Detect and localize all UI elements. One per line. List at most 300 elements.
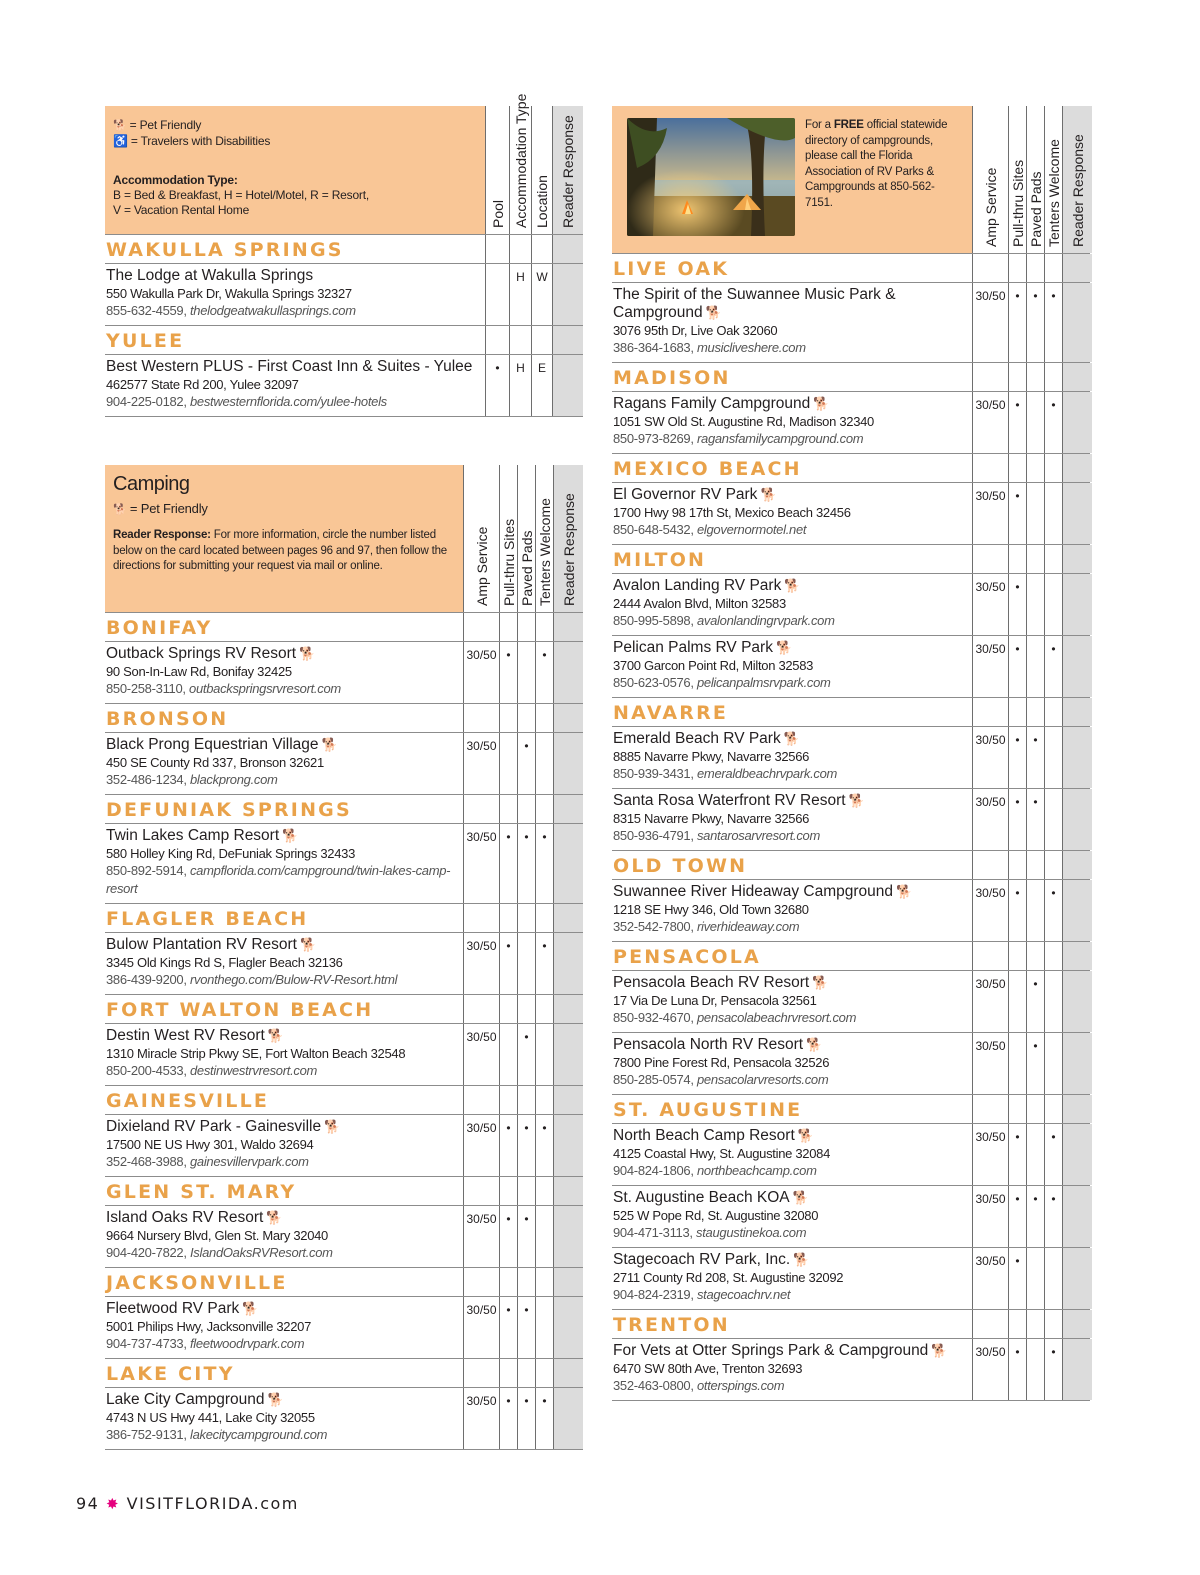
cell-amp-service: 30/50	[972, 1248, 1008, 1309]
dog-icon: 🐕	[113, 120, 127, 132]
listing-name-text: Pelican Palms RV Park	[613, 639, 773, 656]
column-header-location	[531, 106, 552, 234]
cell-tenters-welcome	[1044, 1033, 1062, 1094]
listing-phone: 904-737-4733,	[106, 1336, 187, 1351]
column-label: Reader Response	[1069, 134, 1086, 247]
pet-legend-label: = Pet Friendly	[129, 118, 202, 132]
cell-reader-response	[1062, 574, 1092, 635]
column-header-reader-response	[553, 465, 583, 612]
column-header-amp-service	[463, 465, 499, 612]
city-row	[612, 1094, 1090, 1123]
city-heading-mexico-beach: MEXICO BEACH	[613, 458, 802, 480]
listing-name-text: Twin Lakes Camp Resort	[106, 827, 280, 844]
cell-paved-pads: •	[1026, 1033, 1044, 1094]
column-header-paved-pads	[517, 465, 535, 612]
listing-name	[613, 486, 970, 504]
column-label: Paved Pads	[518, 530, 535, 606]
listing-phone: 850-258-3110,	[106, 681, 186, 696]
listing-contact	[106, 771, 461, 789]
city-cell	[612, 363, 972, 391]
listing-phone: 352-486-1234,	[106, 772, 187, 787]
listing-website-link[interactable]: bestwesternflorida.com/yulee-hotels	[189, 394, 387, 409]
cell-amp-service: 30/50	[463, 1388, 499, 1449]
empty-cell	[517, 995, 535, 1023]
city-row	[612, 697, 1090, 726]
column-header-tenters-welcome	[535, 465, 553, 612]
empty-cell	[463, 1268, 499, 1296]
listing-row	[612, 970, 1090, 1032]
cell-amp-service: 30/50	[972, 636, 1008, 697]
empty-cell	[1044, 545, 1062, 573]
empty-cell	[553, 995, 583, 1023]
city-row	[612, 850, 1090, 879]
empty-cell	[535, 613, 553, 641]
listing-website-link[interactable]: rvonthego.com/Bulow-RV-Resort.html	[189, 972, 398, 987]
listing-phone: 352-468-3988,	[106, 1154, 187, 1169]
listing-name	[613, 730, 970, 748]
listing-contact	[106, 1426, 461, 1444]
cell-amp-service: 30/50	[972, 392, 1008, 453]
city-cell	[612, 1310, 972, 1338]
listing-info	[612, 283, 972, 362]
empty-cell	[553, 1359, 583, 1387]
listing-name-text: North Beach Camp Resort	[613, 1127, 795, 1144]
empty-cell	[1062, 942, 1092, 970]
listing-name	[106, 1118, 461, 1136]
cell-reader-response	[553, 733, 583, 794]
cell-pull-thru-sites: •	[499, 1297, 517, 1358]
listing-row	[612, 1032, 1090, 1094]
listing-row	[612, 635, 1090, 697]
empty-cell	[517, 795, 535, 823]
listing-contact	[106, 1335, 461, 1353]
listing-phone: 855-632-4559,	[106, 303, 187, 318]
city-cell	[612, 698, 972, 726]
empty-cell	[1044, 942, 1062, 970]
cell-pull-thru-sites	[1008, 1033, 1026, 1094]
city-row	[105, 994, 583, 1023]
cell-amp-service: 30/50	[463, 1115, 499, 1176]
listing-phone: 904-824-1806,	[613, 1163, 694, 1178]
listing-website-link[interactable]: pensacolabeachrvresort.com	[696, 1010, 857, 1025]
listing-name-text: Dixieland RV Park - Gainesville	[106, 1118, 322, 1135]
listing-contact	[613, 1009, 970, 1027]
listing-name-text: Lake City Campground	[106, 1391, 265, 1408]
dog-icon: 🐕	[266, 1210, 283, 1225]
empty-cell	[517, 1359, 535, 1387]
empty-cell	[499, 1177, 517, 1205]
empty-cell	[1044, 851, 1062, 879]
empty-cell	[499, 704, 517, 732]
dog-icon: 🐕	[299, 937, 317, 952]
listing-website-link[interactable]: riverhideaway.com	[696, 919, 800, 934]
camping-header	[105, 465, 583, 612]
city-cell	[105, 1268, 463, 1296]
cell-pool	[485, 264, 509, 325]
empty-cell	[517, 704, 535, 732]
city-cell	[612, 1095, 972, 1123]
dog-icon: 🐕	[792, 1190, 809, 1205]
listing-name-text: Ragans Family Campground	[613, 395, 811, 412]
listing-name-text: Fleetwood RV Park	[106, 1300, 240, 1317]
cell-paved-pads	[1026, 636, 1044, 697]
city-cell	[612, 545, 972, 573]
listing-website-link[interactable]: emeraldbeachrvpark.com	[696, 766, 838, 781]
dog-icon: 🐕	[321, 737, 338, 752]
cell-paved-pads: •	[1026, 1186, 1044, 1247]
listing-contact	[613, 521, 970, 539]
cell-paved-pads	[1026, 1124, 1044, 1185]
empty-cell	[499, 995, 517, 1023]
empty-cell	[553, 613, 583, 641]
cell-tenters-welcome	[1044, 727, 1062, 788]
empty-cell	[1026, 1095, 1044, 1123]
cell-reader-response	[1062, 727, 1092, 788]
cell-pull-thru-sites: •	[1008, 574, 1026, 635]
city-row	[105, 325, 583, 354]
empty-cell	[1026, 454, 1044, 482]
city-heading-st-augustine: ST. AUGUSTINE	[613, 1099, 803, 1121]
cell-reader-response	[1062, 971, 1092, 1032]
empty-cell	[553, 1177, 583, 1205]
listing-row	[612, 282, 1090, 362]
cell-paved-pads: •	[517, 733, 535, 794]
empty-cell	[485, 235, 509, 263]
listing-name	[106, 1300, 461, 1318]
listing-info	[612, 483, 972, 544]
listing-website-link[interactable]: staugustinekoa.com	[696, 1225, 807, 1240]
listing-phone: 850-623-0576,	[613, 675, 694, 690]
cell-reader-response	[1062, 1186, 1092, 1247]
empty-cell	[485, 326, 509, 354]
listing-row	[612, 788, 1090, 850]
city-heading-jacksonville: JACKSONVILLE	[106, 1272, 288, 1294]
cell-amp-service: 30/50	[972, 1186, 1008, 1247]
listing-website-link[interactable]: pensacolarvresorts.com	[696, 1072, 829, 1087]
city-cell	[105, 613, 463, 641]
empty-cell	[1008, 545, 1026, 573]
cell-tenters-welcome	[1044, 483, 1062, 544]
dog-icon: 🐕	[896, 884, 913, 899]
cell-paved-pads: •	[517, 1388, 535, 1449]
city-heading-gainesville: GAINESVILLE	[106, 1090, 270, 1112]
listing-address: 550 Wakulla Park Dr, Wakulla Springs 32327	[106, 286, 352, 301]
cell-tenters-welcome: •	[1044, 1124, 1062, 1185]
listing-phone: 850-936-4791,	[613, 828, 694, 843]
empty-cell	[1026, 851, 1044, 879]
listing-website-link[interactable]: santarosarvresort.com	[696, 828, 821, 843]
listing-row	[105, 263, 583, 325]
listing-phone: 850-973-8269,	[613, 431, 694, 446]
listing-website-link[interactable]: campflorida.com/campground/twin-lakes-camp-resort	[106, 863, 451, 896]
cell-pool: •	[485, 355, 509, 416]
listing-phone: 904-824-2319,	[613, 1287, 694, 1302]
listing-name	[613, 577, 970, 595]
city-heading-lake-city: LAKE CITY	[106, 1363, 235, 1385]
empty-cell	[531, 235, 552, 263]
listing-info	[612, 636, 972, 697]
cell-tenters-welcome	[535, 1297, 553, 1358]
listing-address: 8315 Navarre Pkwy, Navarre 32566	[613, 811, 810, 826]
listing-name-text: Pensacola North RV Resort	[613, 1036, 804, 1053]
listing-info	[105, 824, 463, 903]
listing-name	[106, 736, 461, 754]
dog-icon: 🐕	[812, 975, 829, 990]
listing-contact	[613, 430, 970, 448]
cell-amp-service: 30/50	[463, 1024, 499, 1085]
listing-address: 450 SE County Rd 337, Bronson 32621	[106, 755, 324, 770]
camping-legend	[105, 465, 463, 612]
listing-name	[613, 792, 970, 810]
empty-cell	[509, 235, 531, 263]
city-heading-pensacola: PENSACOLA	[613, 946, 761, 968]
empty-cell	[1062, 1310, 1092, 1338]
city-heading-bronson: BRONSON	[106, 708, 229, 730]
cell-paved-pads	[1026, 574, 1044, 635]
cell-tenters-welcome: •	[1044, 283, 1062, 362]
flower-dot-icon: ✸	[105, 1495, 121, 1513]
city-heading-old-town: OLD TOWN	[613, 855, 748, 877]
listing-website-link[interactable]: pelicanpalmsrvpark.com	[696, 675, 831, 690]
cell-reader-response	[1062, 789, 1092, 850]
empty-cell	[553, 704, 583, 732]
listing-address: 1310 Miracle Strip Pkwy SE, Fort Walton Beach 32548	[106, 1046, 406, 1061]
cell-amp-service: 30/50	[972, 574, 1008, 635]
listing-info	[612, 1339, 972, 1400]
listing-address: 2444 Avalon Blvd, Milton 32583	[613, 596, 786, 611]
listing-website-link[interactable]: lakecitycampground.com	[189, 1427, 328, 1442]
listing-name	[106, 1209, 461, 1227]
dog-icon: 🐕	[760, 487, 777, 502]
listing-website-link[interactable]: IslandOaksRVResort.com	[189, 1245, 333, 1260]
city-row	[612, 544, 1090, 573]
page-number: 94	[76, 1494, 100, 1513]
city-heading-navarre: NAVARRE	[613, 702, 729, 724]
listing-address: 6470 SW 80th Ave, Trenton 32693	[613, 1361, 803, 1376]
cell-reader-response	[553, 1206, 583, 1267]
listing-info	[105, 1297, 463, 1358]
listing-phone: 850-939-3431,	[613, 766, 694, 781]
cell-tenters-welcome: •	[1044, 880, 1062, 941]
empty-cell	[535, 995, 553, 1023]
empty-cell	[1008, 1310, 1026, 1338]
listing-website-link[interactable]: outbackspringsrvresort.com	[189, 681, 341, 696]
city-row	[612, 253, 1090, 282]
cell-reader-response	[1062, 283, 1092, 362]
listing-info	[105, 1206, 463, 1267]
listing-row	[612, 391, 1090, 453]
listing-website-link[interactable]: destinwestrvresort.com	[189, 1063, 318, 1078]
listing-contact	[613, 827, 970, 845]
listing-phone: 352-463-0800,	[613, 1378, 694, 1393]
listing-row	[612, 1185, 1090, 1247]
column-header-tenters-welcome	[1044, 106, 1062, 253]
listing-website-link[interactable]: avalonlandingrvpark.com	[696, 613, 835, 628]
listing-name-text: Black Prong Equestrian Village	[106, 736, 319, 753]
cell-amp-service: 30/50	[972, 971, 1008, 1032]
cell-pull-thru-sites: •	[499, 642, 517, 703]
empty-cell	[1062, 1095, 1092, 1123]
cell-pull-thru-sites: •	[1008, 636, 1026, 697]
cell-pull-thru-sites	[1008, 971, 1026, 1032]
column-header-pull-thru-sites	[1008, 106, 1026, 253]
empty-cell	[553, 1086, 583, 1114]
listing-contact	[613, 1224, 970, 1242]
cell-amp-service: 30/50	[972, 789, 1008, 850]
empty-cell	[517, 904, 535, 932]
column-header-pool	[485, 106, 509, 234]
empty-cell	[535, 1268, 553, 1296]
listing-website-link[interactable]: northbeachcamp.com	[696, 1163, 817, 1178]
listing-name-text: For Vets at Otter Springs Park & Campground	[613, 1342, 929, 1359]
cell-amp-service: 30/50	[463, 933, 499, 994]
cell-reader-response	[1062, 880, 1092, 941]
empty-cell	[1026, 254, 1044, 282]
cell-paved-pads	[1026, 1339, 1044, 1400]
cell-tenters-welcome	[1044, 574, 1062, 635]
listing-website-link[interactable]: ragansfamilycampground.com	[696, 431, 864, 446]
cell-pull-thru-sites: •	[1008, 392, 1026, 453]
listing-address: 17 Via De Luna Dr, Pensacola 32561	[613, 993, 817, 1008]
column-label: Amp Service	[473, 526, 490, 606]
empty-cell	[1008, 454, 1026, 482]
empty-cell	[535, 1086, 553, 1114]
listing-name-text: El Governor RV Park	[613, 486, 758, 503]
promo-text: official statewide directory of campgrounds, please call the Florida Association of RV Parks & Campgrounds at 850-562-7151.	[805, 119, 948, 209]
empty-cell	[499, 795, 517, 823]
listing-row	[612, 1123, 1090, 1185]
listing-name	[613, 286, 970, 322]
lodging-legend	[105, 106, 485, 234]
listing-name	[613, 395, 970, 413]
cell-location: W	[531, 264, 552, 325]
empty-cell	[1026, 1310, 1044, 1338]
listing-info	[105, 1024, 463, 1085]
listing-phone: 850-200-4533,	[106, 1063, 187, 1078]
empty-cell	[535, 1359, 553, 1387]
cell-paved-pads: •	[1026, 789, 1044, 850]
cell-pull-thru-sites: •	[1008, 483, 1026, 544]
listing-website-link[interactable]: otterspings.com	[696, 1378, 785, 1393]
cell-tenters-welcome	[1044, 789, 1062, 850]
cell-reader-response	[1062, 483, 1092, 544]
listing-info	[612, 727, 972, 788]
empty-cell	[553, 1268, 583, 1296]
table-bottom-rule	[105, 416, 583, 417]
listing-info	[612, 574, 972, 635]
empty-cell	[463, 1359, 499, 1387]
listing-website-link[interactable]: blackprong.com	[189, 772, 278, 787]
dog-icon: 🐕	[267, 1028, 284, 1043]
cell-pull-thru-sites: •	[1008, 880, 1026, 941]
listing-website-link[interactable]: gainesvillervpark.com	[189, 1154, 309, 1169]
empty-cell	[1008, 1095, 1026, 1123]
cell-pull-thru-sites: •	[1008, 789, 1026, 850]
listing-name	[613, 1342, 970, 1360]
city-heading-wakulla-springs: WAKULLA SPRINGS	[106, 239, 344, 261]
cell-reader-response	[552, 264, 583, 325]
cell-reader-response	[553, 1024, 583, 1085]
listing-name	[613, 639, 970, 657]
cell-amp-service: 30/50	[463, 642, 499, 703]
empty-cell	[972, 851, 1008, 879]
listing-phone: 386-752-9131,	[106, 1427, 187, 1442]
reader-response-text: For more information, circle the number listed below on the card located between pages 96 and 97, then follow the directions for submitting your request via mail or online.	[113, 529, 447, 572]
listing-address: 462577 State Rd 200, Yulee 32097	[106, 377, 299, 392]
listing-contact	[613, 674, 970, 692]
empty-cell	[1062, 363, 1092, 391]
column-label: Location	[534, 175, 550, 228]
column-label: Accommodation Type	[512, 93, 529, 228]
listing-contact	[613, 765, 970, 783]
column-label: Pool	[489, 199, 506, 228]
cell-amp-service: 30/50	[463, 1206, 499, 1267]
column-header-reader-response	[1062, 106, 1092, 253]
listing-name-text: Bulow Plantation RV Resort	[106, 936, 297, 953]
cell-paved-pads: •	[517, 824, 535, 903]
cell-reader-response	[553, 642, 583, 703]
column-header-accommodation-type	[509, 93, 531, 234]
city-heading-trenton: TRENTON	[613, 1314, 730, 1336]
listing-website-link[interactable]: stagecoachrv.net	[696, 1287, 791, 1302]
listing-row	[105, 932, 583, 994]
cell-paved-pads: •	[517, 1297, 535, 1358]
listing-website-link[interactable]: musicliveshere.com	[696, 340, 806, 355]
reader-response-label: Reader Response:	[113, 529, 211, 541]
column-header-pull-thru-sites	[499, 465, 517, 612]
city-row	[105, 612, 583, 641]
column-label: Tenters Welcome	[1045, 139, 1062, 247]
listing-website-link[interactable]: thelodgeatwakullasprings.com	[189, 303, 356, 318]
listing-row	[105, 1205, 583, 1267]
empty-cell	[499, 1268, 517, 1296]
listing-row	[105, 1114, 583, 1176]
listing-address: 90 Son-In-Law Rd, Bonifay 32425	[106, 664, 292, 679]
listing-row	[612, 1338, 1090, 1400]
cell-amp-service: 30/50	[972, 1339, 1008, 1400]
listing-website-link[interactable]: fleetwoodrvpark.com	[189, 1336, 305, 1351]
empty-cell	[1044, 454, 1062, 482]
city-cell	[612, 454, 972, 482]
city-row	[612, 1309, 1090, 1338]
listing-contact	[106, 393, 483, 411]
listing-name-text: The Lodge at Wakulla Springs	[106, 267, 314, 284]
cell-amp-service: 30/50	[463, 733, 499, 794]
cell-pull-thru-sites: •	[1008, 1248, 1026, 1309]
city-heading-milton: MILTON	[613, 549, 707, 571]
cell-paved-pads: •	[1026, 283, 1044, 362]
empty-cell	[535, 904, 553, 932]
column-header-paved-pads	[1026, 106, 1044, 253]
cell-reader-response	[1062, 636, 1092, 697]
listing-contact	[613, 1286, 970, 1304]
cell-amp-service: 30/50	[463, 1297, 499, 1358]
listing-address: 4125 Coastal Hwy, St. Augustine 32084	[613, 1146, 831, 1161]
city-heading-madison: MADISON	[613, 367, 731, 389]
dog-icon: 🐕	[813, 396, 830, 411]
listing-address: 2711 County Rd 208, St. Augustine 32092	[613, 1270, 844, 1285]
empty-cell	[517, 613, 535, 641]
cell-paved-pads	[1026, 483, 1044, 544]
listing-contact	[106, 1153, 461, 1171]
listing-phone: 850-932-4670,	[613, 1010, 694, 1025]
cell-tenters-welcome: •	[535, 933, 553, 994]
listing-website-link[interactable]: elgovernormotel.net	[696, 522, 807, 537]
listing-address: 8885 Navarre Pkwy, Navarre 32566	[613, 749, 810, 764]
camping-table	[105, 465, 583, 1450]
cell-pull-thru-sites	[499, 733, 517, 794]
cell-reader-response	[553, 1115, 583, 1176]
